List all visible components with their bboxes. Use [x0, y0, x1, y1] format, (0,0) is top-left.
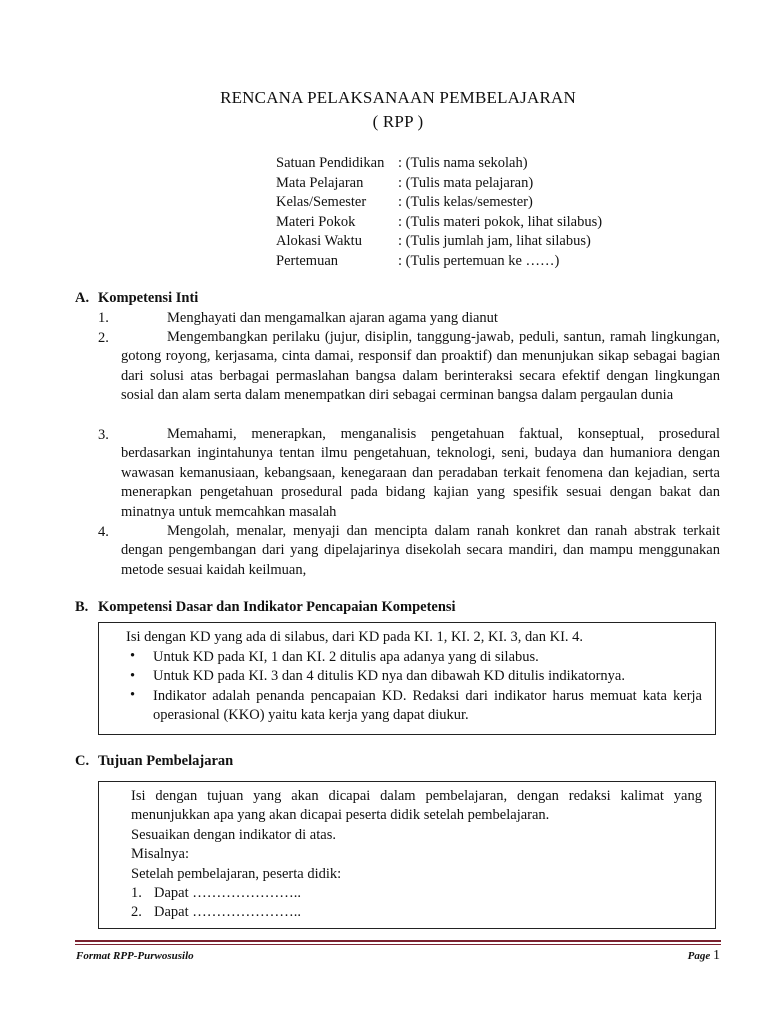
bullet-icon: • — [130, 687, 136, 703]
identity-label: Satuan Pendidikan — [276, 155, 385, 171]
ki-number: 1. — [98, 310, 109, 326]
identity-label: Alokasi Waktu — [276, 233, 362, 249]
identity-label: Mata Pelajaran — [276, 174, 364, 191]
ki-number: 2. — [98, 329, 109, 346]
document-subtitle: ( RPP ) — [372, 112, 424, 131]
identity-value: : (Tulis nama sekolah) — [398, 155, 528, 171]
ki-text: Menghayati dan mengamalkan ajaran agama yang dianut — [167, 309, 498, 326]
document-title: RENCANA PELAKSANAAN PEMBELAJARAN — [220, 88, 576, 107]
tujuan-paragraph: Isi dengan tujuan yang akan dicapai dalam pembelajaran, dengan redaksi kalimat yang menunjukkan apa yang akan dicapai peserta didik setelah pembelajaran. — [131, 788, 702, 824]
kd-intro: Isi dengan KD yang ada di silabus, dari KD pada KI. 1, KI. 2, KI. 3, dan KI. 4. — [126, 629, 584, 645]
section-b-heading: Kompetensi Dasar dan Indikator Pencapaian Kompetensi — [98, 599, 456, 615]
footer-rule — [75, 940, 721, 942]
page-label: Page — [687, 950, 711, 962]
tujuan-line: Sesuaikan dengan indikator di atas. — [131, 826, 336, 843]
kd-bullet: Untuk KD pada KI, 1 dan KI. 2 ditulis apa adanya yang di silabus. — [153, 648, 539, 665]
page-number — [688, 948, 720, 964]
ki-item — [121, 425, 720, 522]
tujuan-item: Dapat ………………….. — [154, 885, 301, 901]
ki-text: Mengembangkan perilaku (jujur, disiplin, tanggung-jawab, peduli, santun, ramah lingkungan, gotong royong, kerjasama, cinta damai, responsif dan proaktif) dan menunjukan sikap sebagai bagian dari solusi atas berbagai permaslahan bangsa dalam berinteraksi secara efektif dengan lingkungan sosial dan alam serta dalam menempatkan diri sebagai cerminan bangsa dalam pergaulan dunia — [121, 329, 720, 404]
identity-value: : (Tulis materi pokok, lihat silabus) — [398, 213, 603, 230]
kd-bullet: Untuk KD pada KI. 3 dan 4 ditulis KD nya dan dibawah KD ditulis indikatornya. — [153, 668, 625, 684]
tujuan-item-number: 1. — [131, 885, 142, 901]
ki-number: 4. — [98, 523, 109, 540]
identity-value: : (Tulis pertemuan ke ……) — [398, 252, 560, 269]
ki-item — [121, 522, 720, 580]
section-b-letter: B. — [75, 599, 89, 615]
tujuan-line: Misalnya: — [131, 846, 189, 863]
tujuan-item-number: 2. — [131, 904, 142, 921]
kd-bullet: Indikator adalah penanda pencapaian KD. Redaksi dari indikator harus memuat kata kerja operasional (KKO) yaitu kata kerja yang dapat diukur. — [153, 687, 702, 723]
ki-text: Memahami, menerapkan, menganalisis pengetahuan faktual, konseptual, prosedural berdasarkan ingintahunya tentan ilmu pengetahuan, teknologi, seni, budaya dan humaniora dengan wawasan kemanusiaan, kebangsaan, kenegaraan dan peradaban terkait fenomena dan kejadian, serta menerapkan pengetahuan prosedural pada bidang kajian yang spesifik sesuai dengan bakat dan minatnya untuk memcahkan masalah — [121, 426, 720, 520]
ki-number: 3. — [98, 426, 109, 443]
identity-value: : (Tulis jumlah jam, lihat silabus) — [398, 233, 591, 249]
tujuan-item: Dapat ………………….. — [154, 904, 301, 921]
identity-value: : (Tulis kelas/semester) — [398, 194, 533, 210]
bullet-icon: • — [130, 648, 136, 664]
identity-label: Kelas/Semester — [276, 194, 367, 210]
footer-rule — [75, 944, 721, 945]
ki-item — [121, 328, 720, 406]
bullet-icon: • — [130, 667, 136, 684]
section-c-heading: Tujuan Pembelajaran — [98, 753, 234, 769]
footer-label: Format RPP-Purwosusilo — [76, 950, 194, 962]
identity-label: Materi Pokok — [276, 213, 356, 230]
identity-label: Pertemuan — [276, 252, 339, 269]
section-c-letter: C. — [75, 753, 90, 769]
section-a-heading: Kompetensi Inti — [98, 290, 199, 306]
page-number-value: 1 — [713, 948, 720, 963]
section-a-letter: A. — [75, 290, 90, 306]
identity-value: : (Tulis mata pelajaran) — [398, 174, 534, 191]
ki-text: Mengolah, menalar, menyaji dan mencipta dalam ranah konkret dan ranah abstrak terkait dengan pengembangan dari yang dipelajarinya disekolah secara mandiri, dan mampu menggunakan metode sesuai kaidah keilmuan, — [121, 523, 720, 578]
tujuan-line: Setelah pembelajaran, peserta didik: — [131, 865, 342, 882]
ki-item — [121, 309, 720, 328]
